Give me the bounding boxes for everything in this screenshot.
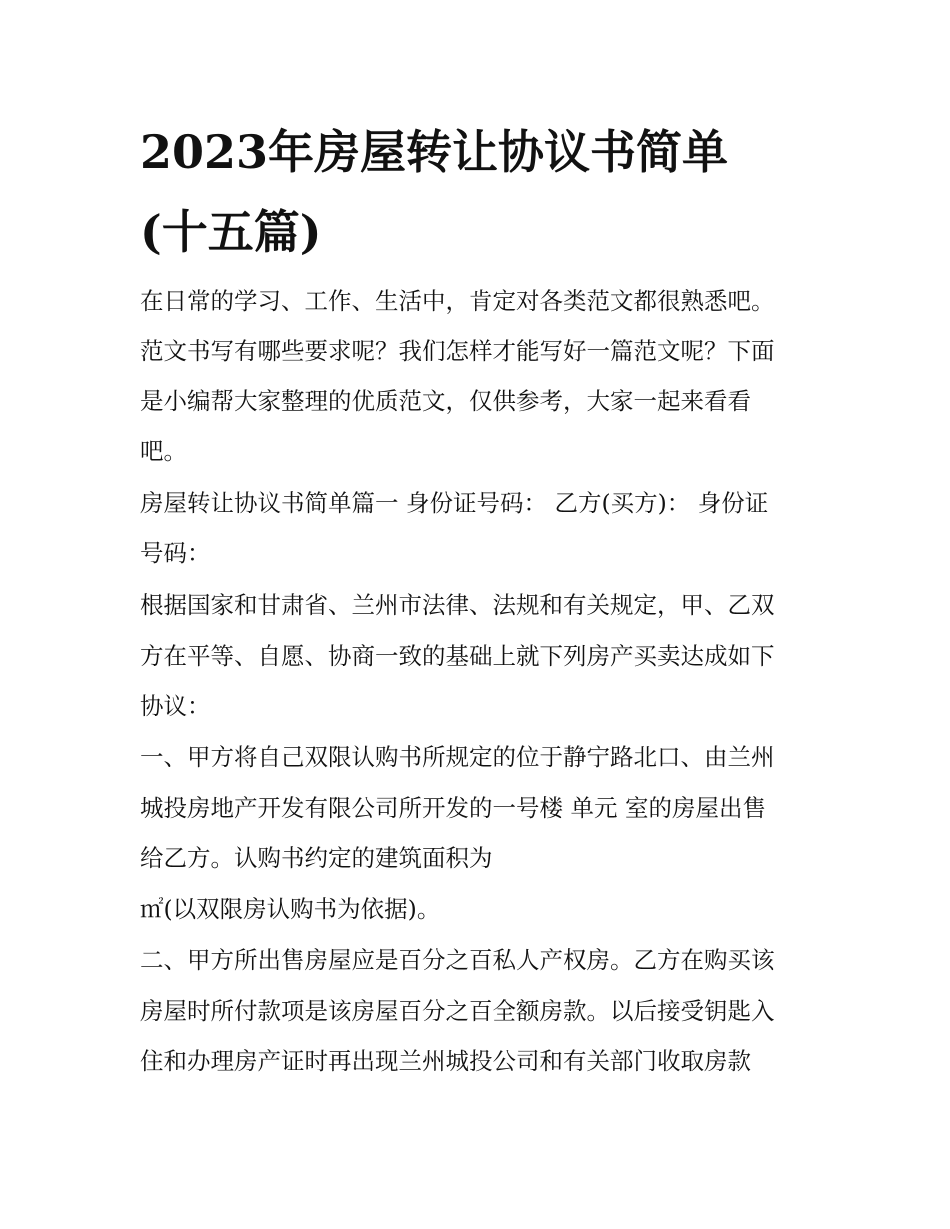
body-line-4: 吧。 (140, 437, 187, 465)
body-line-11: 城投房地产开发有限公司所开发的一号楼 单元 室的房屋出售 (140, 794, 766, 822)
title-line-1: 2023年房屋转让协议书简单 (140, 125, 729, 179)
body-line-7: 根据国家和甘肃省、兰州市法律、法规和有关规定，甲、乙双 (140, 591, 775, 619)
body-line-14: 二、甲方所出售房屋应是百分之百私人产权房。乙方在购买该 (140, 946, 775, 974)
title-line-2: (十五篇) (140, 205, 322, 259)
body-line-5: 房屋转让协议书简单篇一 身份证号码： 乙方(买方)： 身份证 (140, 489, 769, 517)
body-line-6: 号码： (140, 539, 211, 567)
body-line-9: 协议： (140, 692, 211, 720)
body-line-2: 范文书写有哪些要求呢？我们怎样才能写好一篇范文呢？下面 (140, 337, 775, 365)
body-line-16: 住和办理房产证时再出现兰州城投公司和有关部门收取房款 (140, 1047, 751, 1075)
body-line-1: 在日常的学习、工作、生活中，肯定对各类范文都很熟悉吧。 (140, 287, 775, 315)
body-line-15: 房屋时所付款项是该房屋百分之百全额房款。以后接受钥匙入 (140, 997, 775, 1025)
body-line-12: 给乙方。认购书约定的建筑面积为 (140, 844, 493, 872)
document-title (140, 112, 830, 272)
body-line-10: 一、甲方将自己双限认购书所规定的位于静宁路北口、由兰州 (140, 743, 775, 771)
body-line-13: ㎡(以双限房认购书为依据)。 (140, 895, 441, 923)
body-line-8: 方在平等、自愿、协商一致的基础上就下列房产买卖达成如下 (140, 642, 775, 670)
body-line-3: 是小编帮大家整理的优质范文，仅供参考，大家一起来看看 (140, 387, 751, 415)
